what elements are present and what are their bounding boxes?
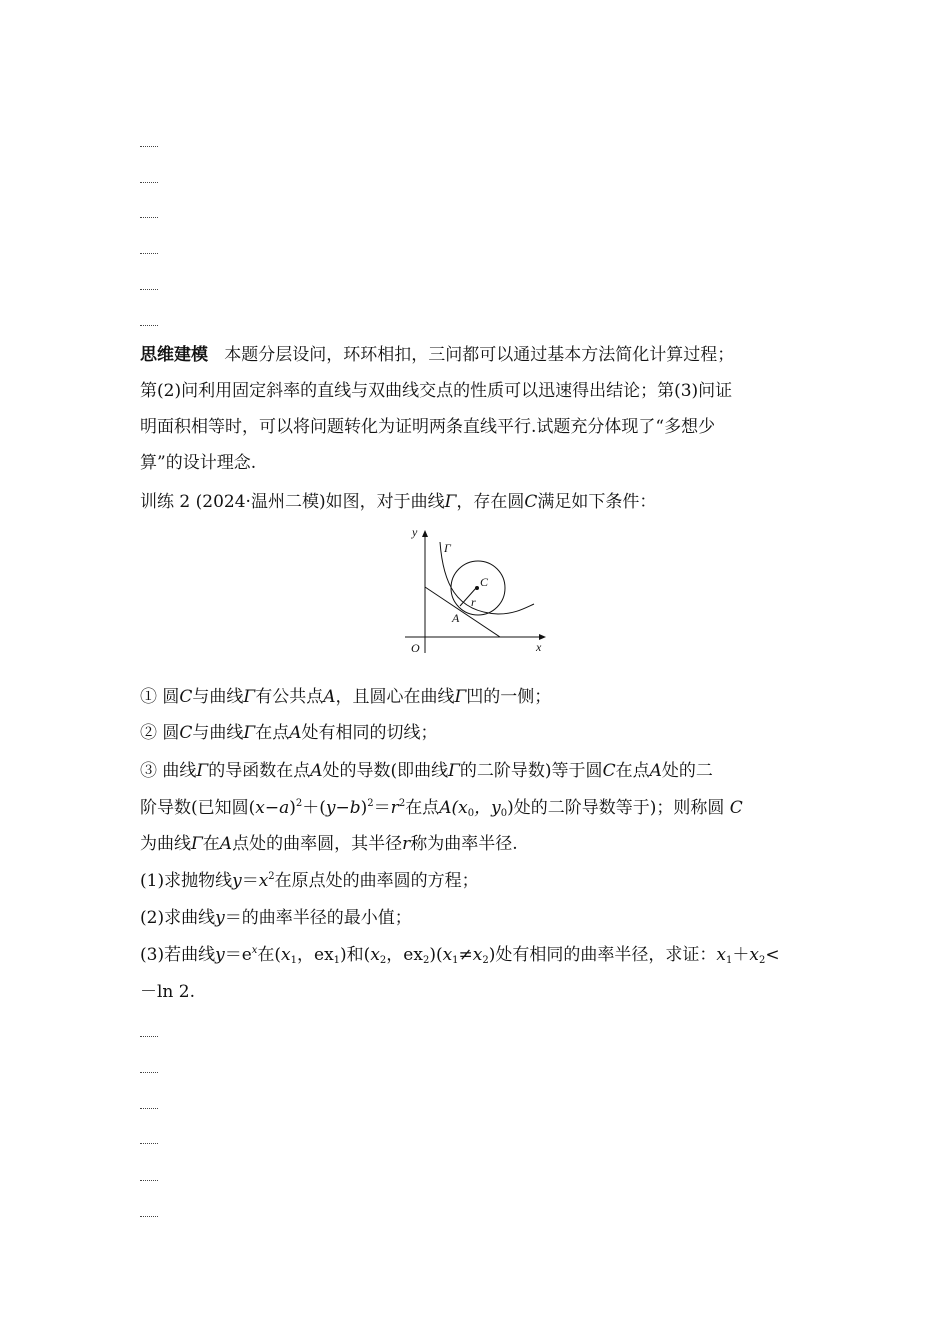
var: y <box>325 798 336 818</box>
text: 与曲线 <box>192 687 244 707</box>
blank-line <box>140 289 158 290</box>
exponent: x <box>251 945 258 956</box>
subscript: 0 <box>500 808 508 819</box>
text: 凹的一侧； <box>466 687 552 707</box>
symbol: Γ <box>444 492 457 512</box>
text: ＝ <box>373 798 391 818</box>
label-A: A <box>452 611 460 625</box>
subscript: 1 <box>333 955 341 966</box>
blank-line <box>140 253 158 254</box>
text: (3)若曲线 <box>140 945 216 965</box>
symbol: C <box>179 723 193 743</box>
symbol: Γ <box>196 761 209 781</box>
model-heading: 思维建模 <box>140 345 208 365</box>
text: 为曲线 <box>140 834 191 854</box>
model-line-3: 明面积相等时，可以将问题转化为证明两条直线平行.试题充分体现了“多想少 <box>140 417 716 437</box>
symbol: Γ <box>243 687 256 707</box>
text: ) <box>360 798 368 818</box>
blank-line <box>140 1036 158 1037</box>
text: 在点 <box>405 798 440 818</box>
text: 与曲线 <box>192 723 244 743</box>
var: y <box>215 908 225 928</box>
question-3-line-2: －ln 2. <box>140 982 196 1002</box>
text: 在点 <box>615 761 650 781</box>
y-axis-arrow <box>422 530 428 537</box>
blank-line <box>140 217 158 218</box>
var: x <box>716 945 726 965</box>
symbol: r <box>402 834 411 854</box>
exponent: 2 <box>295 798 303 809</box>
question-3-line-1 <box>140 944 780 966</box>
symbol: C <box>729 798 743 818</box>
text: 有公共点 <box>255 687 324 707</box>
exponent: 2 <box>398 798 406 809</box>
var: a <box>279 798 290 818</box>
exercise-intro <box>140 491 656 513</box>
text: 如图，对于曲线 <box>325 492 445 512</box>
var: y <box>232 871 242 891</box>
model-line-1 <box>140 344 734 366</box>
blank-line <box>140 325 158 326</box>
symbol: A <box>649 761 662 781</box>
subscript: 2 <box>482 955 489 966</box>
symbol: Γ <box>448 761 460 781</box>
condition-1 <box>140 686 551 708</box>
text: ＝ <box>241 871 259 891</box>
var: r <box>390 798 399 818</box>
text: 阶导数(已知圆( <box>140 798 256 818</box>
exercise-label: 训练 2 <box>140 492 191 512</box>
text: ≠ <box>458 945 473 965</box>
subscript: 1 <box>452 955 459 966</box>
text: 在原点处的曲率圆的方程； <box>274 871 479 891</box>
text: ，且圆心在曲线 <box>335 687 455 707</box>
blank-line <box>140 1072 158 1073</box>
text: )处有相同的曲率半径，求证： <box>488 945 717 965</box>
text: )( <box>429 945 443 965</box>
blank-line <box>140 182 158 183</box>
condition-3-line-1 <box>140 760 713 782</box>
var: (x <box>451 798 468 818</box>
subscript: 0 <box>467 808 475 819</box>
condition-3-line-3 <box>140 833 518 855</box>
text: ，ex <box>297 945 334 965</box>
center-point <box>475 586 479 590</box>
blank-line <box>140 1216 158 1217</box>
symbol: C <box>179 687 193 707</box>
label-gamma: Γ <box>444 541 451 555</box>
text: 在点 <box>255 723 290 743</box>
text: ② 圆 <box>140 723 180 743</box>
question-2 <box>140 907 412 929</box>
model-line-4: 算”的设计理念. <box>140 453 257 473</box>
var: x <box>370 945 380 965</box>
curvature-circle-figure <box>400 522 550 657</box>
label-C: C <box>480 575 489 589</box>
text: 的导函数在点 <box>208 761 311 781</box>
text: ＋ <box>732 945 750 965</box>
question-1 <box>140 870 479 892</box>
text: (2)求曲线 <box>140 908 216 928</box>
var: x <box>442 945 453 965</box>
symbol: Γ <box>454 687 467 707</box>
text: − <box>264 798 280 818</box>
blank-line <box>140 146 158 147</box>
text: )和( <box>340 945 371 965</box>
text: 在 <box>202 834 220 854</box>
var: x <box>281 945 291 965</box>
text: ，ex <box>386 945 423 965</box>
var: y <box>215 945 225 965</box>
blank-line <box>140 1143 158 1144</box>
text: 的二阶导数)等于圆 <box>459 761 603 781</box>
var: ，y <box>474 798 501 818</box>
label-origin: O <box>411 641 420 655</box>
label-x: x <box>536 640 542 654</box>
exponent: 2 <box>268 871 275 882</box>
model-text: 本题分层设问，环环相扣，三问都可以通过基本方法简化计算过程； <box>224 345 735 365</box>
tangent-line <box>425 587 500 637</box>
symbol: C <box>524 492 538 512</box>
text: 点处的曲率圆，其半径 <box>232 834 403 854</box>
text: ＝e <box>224 945 252 965</box>
text: 满足如下条件： <box>537 492 657 512</box>
var: x <box>472 945 483 965</box>
text: 在( <box>257 945 282 965</box>
text: − <box>335 798 350 818</box>
text: )处的二阶导数等于)；则称圆 <box>507 798 725 818</box>
subscript: 1 <box>726 955 733 966</box>
var: b <box>349 798 361 818</box>
symbol: Γ <box>191 834 203 854</box>
blank-line <box>140 1108 158 1109</box>
text: ③ 曲线 <box>140 761 197 781</box>
text: ① 圆 <box>140 687 180 707</box>
text: 处有相同的切线； <box>301 723 438 743</box>
exponent: 2 <box>367 798 374 809</box>
text: ＝的曲率半径的最小值； <box>224 908 412 928</box>
condition-2 <box>140 722 438 744</box>
subscript: 1 <box>290 955 298 966</box>
symbol: C <box>602 761 616 781</box>
text: (1)求抛物线 <box>140 871 233 891</box>
label-r: r <box>471 595 476 609</box>
text: 处的二 <box>661 761 713 781</box>
var: x <box>258 871 269 891</box>
text: 称为曲率半径. <box>410 834 518 854</box>
subscript: 2 <box>379 955 387 966</box>
subscript: 2 <box>758 955 766 966</box>
text: ，存在圆 <box>456 492 525 512</box>
text: < <box>765 945 780 965</box>
symbol: A <box>219 834 233 854</box>
symbol: A <box>289 723 302 743</box>
blank-line <box>140 1180 158 1181</box>
model-line-2: 第(2)问利用固定斜率的直线与双曲线交点的性质可以迅速得出结论；第(3)问证 <box>140 381 733 401</box>
condition-3-line-2 <box>140 797 743 819</box>
subscript: 2 <box>422 955 430 966</box>
var: x <box>255 798 265 818</box>
label-y: y <box>412 525 418 539</box>
symbol: A <box>323 687 336 707</box>
var: A <box>439 798 452 818</box>
symbol: Γ <box>243 723 256 743</box>
symbol: A <box>310 761 323 781</box>
var: x <box>749 945 759 965</box>
text: ＋( <box>302 798 326 818</box>
exercise-source: (2024·温州二模) <box>195 492 326 512</box>
text: ) <box>289 798 296 818</box>
text: 处的导数(即曲线 <box>322 761 449 781</box>
